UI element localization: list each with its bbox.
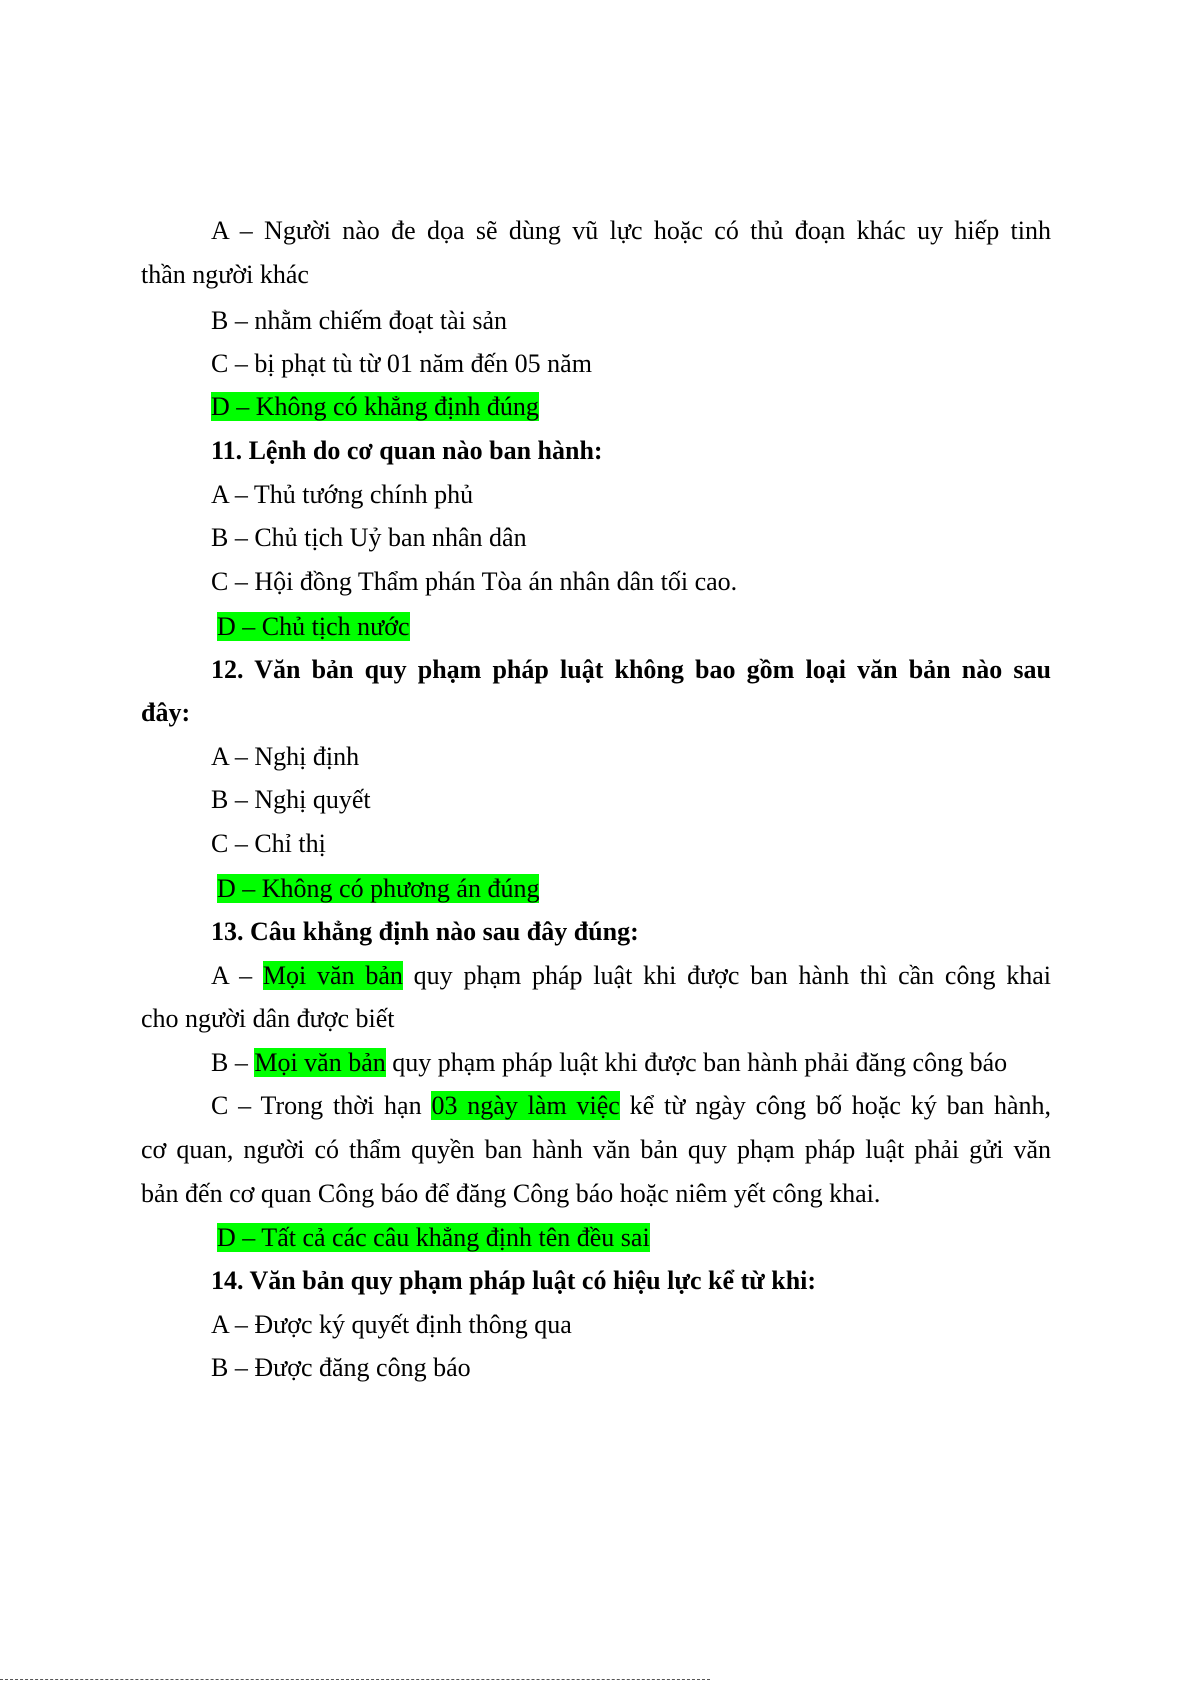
q13-option-c-rest: kể từ ngày công bố hoặc ký ban hành, (619, 1091, 1051, 1120)
q10-option-b: B – nhằm chiếm đoạt tài sản (211, 306, 508, 335)
q12-option-d (217, 874, 1051, 904)
q13-option-a-line2: cho người dân được biết (141, 1004, 395, 1033)
answer-highlight: D – Chủ tịch nước (217, 612, 410, 641)
answer-highlight: D – Không có phương án đúng (217, 874, 540, 903)
q10-option-a-line1: A – Người nào đe dọa sẽ dùng vũ lực hoặc có thủ đoạn khác uy hiếp tinh (211, 216, 1051, 245)
q12-option-c: C – Chỉ thị (211, 829, 326, 858)
q13-option-c-line3: bản đến cơ quan Công báo để đăng Công báo hoặc niêm yết công khai. (141, 1179, 881, 1208)
q11-option-c: C – Hội đồng Thẩm phán Tòa án nhân dân tối cao. (211, 567, 738, 596)
q10-option-c: C – bị phạt tù từ 01 năm đến 05 năm (211, 349, 592, 378)
q12-title-line1: 12. Văn bản quy phạm pháp luật không bao gồm loại văn bản nào sau (211, 655, 1051, 684)
q14-title: 14. Văn bản quy phạm pháp luật có hiệu lực kể từ khi: (211, 1266, 817, 1295)
q12-option-a: A – Nghị định (211, 742, 360, 771)
answer-highlight: D – Không có khẳng định đúng (211, 392, 539, 421)
q13-option-a-rest: quy phạm pháp luật khi được ban hành thì cần công khai (402, 961, 1052, 990)
q11-option-d (217, 612, 1051, 642)
highlighted-phrase: Mọi văn bản (262, 961, 403, 990)
q11-title: 11. Lệnh do cơ quan nào ban hành: (211, 436, 603, 465)
q13-option-b-rest: quy phạm pháp luật khi được ban hành phải đăng công báo (385, 1048, 1008, 1077)
q11-option-a: A – Thủ tướng chính phủ (211, 480, 474, 509)
q11-option-b: B – Chủ tịch Uỷ ban nhân dân (211, 523, 527, 552)
q13-option-a-line1 (211, 961, 1051, 991)
answer-highlight: D – Tất cả các câu khẳng định tên đều sai (217, 1223, 650, 1252)
q10-option-d (211, 392, 1051, 422)
footer-divider (0, 1679, 710, 1680)
q13-title: 13. Câu khẳng định nào sau đây đúng: (211, 917, 639, 946)
q13-option-a-prefix: A – (211, 961, 263, 990)
q10-option-a-line2: thần người khác (141, 260, 309, 289)
q13-option-c-prefix: C – Trong thời hạn (211, 1091, 432, 1120)
q14-option-b: B – Được đăng công báo (211, 1353, 471, 1382)
q13-option-c-line1 (211, 1091, 1051, 1121)
q13-option-b (211, 1048, 1051, 1078)
q12-title-line2: đây: (141, 698, 191, 727)
q14-option-a: A – Được ký quyết định thông qua (211, 1310, 572, 1339)
highlighted-phrase: 03 ngày làm việc (431, 1091, 620, 1120)
q13-option-c-line2: cơ quan, người có thẩm quyền ban hành văn bản quy phạm pháp luật phải gửi văn (141, 1135, 1051, 1164)
highlighted-phrase: Mọi văn bản (254, 1048, 386, 1077)
q13-option-b-prefix: B – (211, 1048, 255, 1077)
q12-option-b: B – Nghị quyết (211, 785, 371, 814)
q13-option-d (217, 1223, 1051, 1253)
